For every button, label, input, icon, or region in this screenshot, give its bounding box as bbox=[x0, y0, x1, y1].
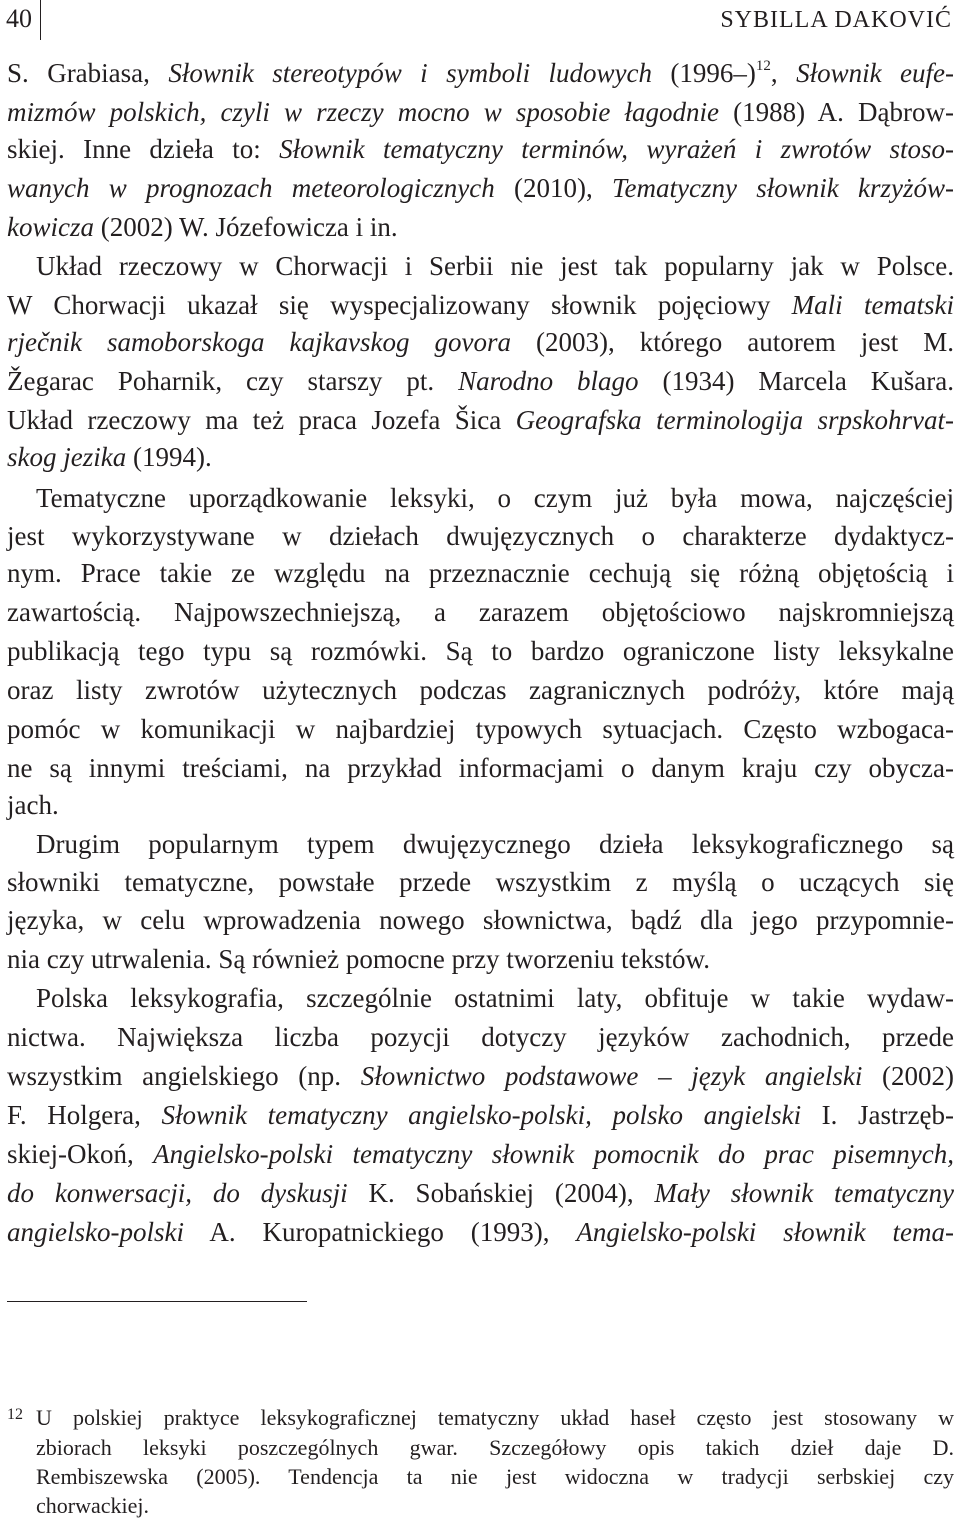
body-line bbox=[7, 172, 954, 204]
text-run: Tematyczne uporządkowanie leksyki, o czym już była mowa, najczęściej bbox=[36, 483, 954, 513]
text-run: oraz listy zwrotów użytecznych podczas zagranicznych podróży, które mają bbox=[7, 675, 954, 705]
italic-title: Angielsko-polski tematyczny słownik pomocnik do prac pisemnych, bbox=[153, 1139, 954, 1169]
italic-title: mizmów polskich, czyli w rzeczy mocno w sposobie łagodnie bbox=[7, 97, 719, 127]
text-run: Polska leksykografia, szczególnie ostatnimi laty, obfituje w takie wydaw- bbox=[36, 983, 954, 1013]
italic-title: skog jezika bbox=[7, 442, 127, 472]
text-run: Układ rzeczowy ma też praca Jozefa Šica bbox=[7, 405, 516, 435]
footnote-line: zbiorach leksyki poszczególnych gwar. Szczegółowy opis takich dzieł daje D. bbox=[36, 1435, 954, 1460]
body-line bbox=[7, 57, 954, 89]
text-run: (1996–) bbox=[652, 58, 756, 88]
text-run: języka, w celu wprowadzenia nowego słownictwa, bądź dla jego przypomnie- bbox=[7, 905, 954, 935]
text-run: ne są innymi treściami, na przykład informacjami o danym kraju czy obycza- bbox=[7, 753, 954, 783]
italic-title: Słownik tematyczny terminów, wyrażeń i zwrotów stoso- bbox=[279, 134, 954, 164]
footnote-line: Rembiszewska (2005). Tendencja ta nie jest widoczna w tradycji serbskiej czy bbox=[36, 1464, 954, 1489]
body-line bbox=[7, 96, 954, 128]
italic-title: Geografska terminologija srpskohrvat- bbox=[515, 405, 954, 435]
text-run: nym. Prace takie ze względu na przeznacznie cechują się różną objętością i bbox=[7, 558, 954, 588]
body-line bbox=[36, 250, 954, 282]
italic-title: rječnik samoborskoga kajkavskog govora bbox=[7, 327, 511, 357]
body-line bbox=[7, 866, 954, 898]
text-run: I. Jastrzęb- bbox=[801, 1100, 954, 1130]
body-line bbox=[7, 520, 954, 552]
text-run: K. Sobańskiej (2004), bbox=[347, 1178, 655, 1208]
italic-title: do konwersacji, do dyskusji bbox=[7, 1178, 348, 1208]
body-line bbox=[36, 982, 954, 1014]
italic-title: kowicza bbox=[7, 212, 94, 242]
text-run: F. Holgera, bbox=[7, 1100, 162, 1130]
body-line bbox=[7, 1099, 954, 1131]
text-run: (1994). bbox=[126, 442, 212, 472]
text-run: (1934) Marcela Kušara. bbox=[638, 366, 955, 396]
body-line bbox=[36, 482, 954, 514]
body-line bbox=[7, 557, 954, 589]
footnote-line: U polskiej praktyce leksykograficznej tematyczny układ haseł często jest stosowany w bbox=[36, 1405, 954, 1430]
text-run: nia czy utrwalenia. Są również pomocne przy tworzeniu tekstów. bbox=[7, 944, 711, 974]
body-line bbox=[7, 635, 954, 667]
text-run: jest wykorzystywane w dziełach dwujęzycznych o charakterze dydaktycz- bbox=[7, 521, 954, 551]
text-run: Układ rzeczowy w Chorwacji i Serbii nie jest tak popularny jak w Polsce. bbox=[36, 251, 954, 281]
text-run: jach. bbox=[7, 790, 59, 820]
italic-title: Mali tematski bbox=[791, 290, 954, 320]
italic-title: wanych w prognozach meteorologicznych bbox=[7, 173, 495, 203]
italic-title: Słownik tematyczny angielsko-polski, polsko angielski bbox=[161, 1100, 802, 1130]
text-run: W Chorwacji ukazał się wyspecjalizowany słownik pojęciowy bbox=[7, 290, 792, 320]
page-number: 40 bbox=[6, 4, 32, 33]
text-run: (2002) W. Józefowicza i in. bbox=[94, 212, 398, 242]
italic-title: Słownictwo podstawowe – język angielski bbox=[360, 1061, 863, 1091]
body-line bbox=[7, 133, 954, 165]
italic-title: Mały słownik tematyczny bbox=[654, 1178, 954, 1208]
body-line bbox=[7, 1138, 954, 1170]
body-line bbox=[7, 289, 954, 321]
footnote-line: chorwackiej. bbox=[36, 1493, 149, 1518]
text-run: skiej. Inne dzieła to: bbox=[7, 134, 280, 164]
italic-title: Słownik stereotypów i symboli ludowych bbox=[168, 58, 652, 88]
italic-title: angielsko-polski bbox=[7, 1217, 184, 1247]
text-run: wszystkim angielskiego (np. bbox=[7, 1061, 361, 1091]
body-line bbox=[7, 211, 954, 243]
body-line bbox=[7, 1177, 954, 1209]
italic-title: Narodno blago bbox=[458, 366, 639, 396]
body-line bbox=[7, 404, 954, 436]
text-run: S. Grabiasa, bbox=[7, 58, 169, 88]
text-run: , bbox=[770, 58, 797, 88]
text-run: (2003), którego autorem jest M. bbox=[510, 327, 954, 357]
text-run: (2002) bbox=[862, 1061, 954, 1091]
body-line bbox=[7, 674, 954, 706]
body-line bbox=[7, 789, 954, 821]
body-line bbox=[7, 943, 954, 975]
running-head: SYBILLA DAKOVIĆ bbox=[720, 7, 952, 33]
body-line bbox=[7, 752, 954, 784]
footnote-marker: 12 bbox=[7, 1406, 23, 1423]
body-line bbox=[7, 1060, 954, 1092]
text-run: słowniki tematyczne, powstałe przede wszystkim z myślą o uczących się bbox=[7, 867, 954, 897]
body-line bbox=[7, 1021, 954, 1053]
body-line bbox=[7, 713, 954, 745]
footnote-rule bbox=[7, 1301, 307, 1302]
body-line bbox=[7, 596, 954, 628]
text-run: (1988) A. Dąbrow- bbox=[718, 97, 954, 127]
footnote-reference: 12 bbox=[755, 58, 771, 74]
body-line bbox=[7, 904, 954, 936]
body-line bbox=[7, 365, 954, 397]
text-run: skiej-Okoń, bbox=[7, 1139, 154, 1169]
body-line bbox=[36, 828, 954, 860]
italic-title: Słownik eufe- bbox=[796, 58, 954, 88]
text-run: (2010), bbox=[494, 173, 612, 203]
text-run: pomóc w komunikacji w najbardziej typowych sytuacjach. Często wzbogaca- bbox=[7, 714, 954, 744]
text-run: Žegarac Poharnik, czy starszy pt. bbox=[7, 366, 459, 396]
body-line bbox=[7, 441, 954, 473]
text-run: Drugim popularnym typem dwujęzycznego dzieła leksykograficznego są bbox=[36, 829, 954, 859]
text-run: publikacją tego typu są rozmówki. Są to bardzo ograniczone listy leksykalne bbox=[7, 636, 954, 666]
text-run: nictwa. Największa liczba pozycji dotyczy języków zachodnich, przede bbox=[7, 1022, 954, 1052]
body-line bbox=[7, 1216, 954, 1248]
text-run: A. Kuropatnickiego (1993), bbox=[183, 1217, 577, 1247]
body-line bbox=[7, 326, 954, 358]
text-run: zawartością. Najpowszechniejszą, a zarazem objętościowo najskromniejszą bbox=[7, 597, 954, 627]
italic-title: Angielsko-polski słownik tema- bbox=[576, 1217, 954, 1247]
italic-title: Tematyczny słownik krzyżów- bbox=[611, 173, 954, 203]
